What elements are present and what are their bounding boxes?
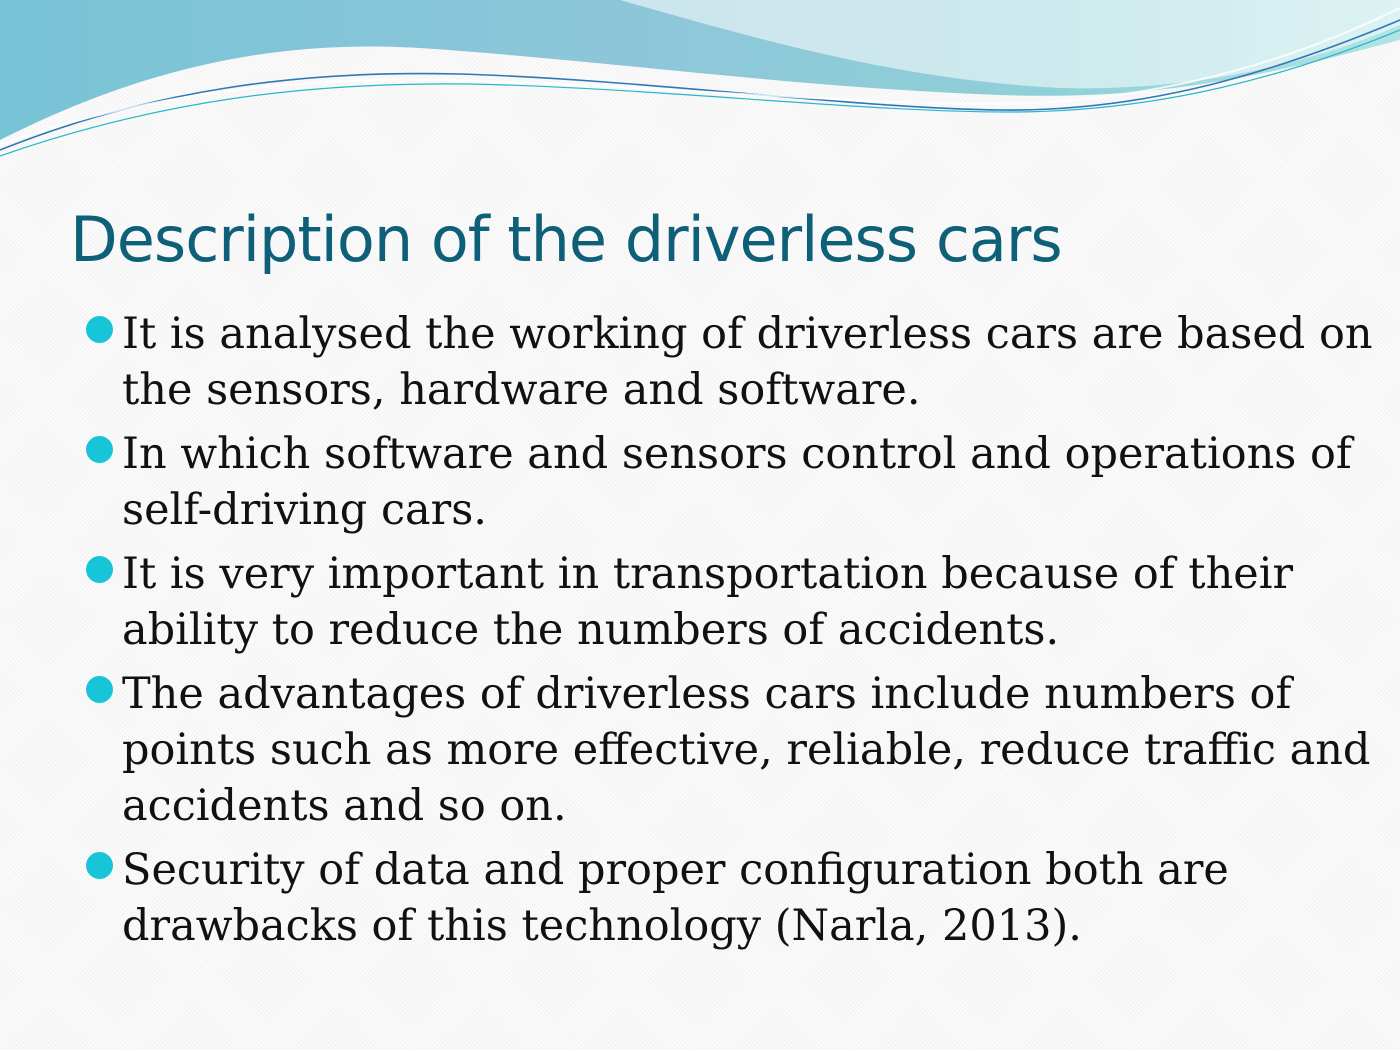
slide-title: Description of the driverless cars [70,203,1062,276]
bullet-text: It is very important in transportation because of their ability to reduce the numbers of accidents. [122,549,1294,655]
bullet-item [84,546,1374,658]
bullet-point-icon [86,852,113,879]
bullet-text: The advantages of driverless cars include numbers of points such as more effective, reliable, reduce traffic and accidents and so on. [122,669,1371,831]
bullet-text: It is analysed the working of driverless cars are based on the sensors, hardware and software. [122,309,1373,415]
bullet-item [84,666,1374,834]
header-wave-decoration [0,0,1400,170]
bullet-item [84,842,1374,954]
bullet-text: Security of data and proper configuration both are drawbacks of this technology (Narla, 2013). [122,845,1229,951]
bullet-point-icon [86,556,113,583]
bullet-list [84,306,1374,962]
bullet-point-icon [86,676,113,703]
bullet-point-icon [86,436,113,463]
bullet-point-icon [86,316,113,343]
bullet-item [84,426,1374,538]
bullet-text: In which software and sensors control and operations of self-driving cars. [122,429,1352,535]
bullet-item [84,306,1374,418]
